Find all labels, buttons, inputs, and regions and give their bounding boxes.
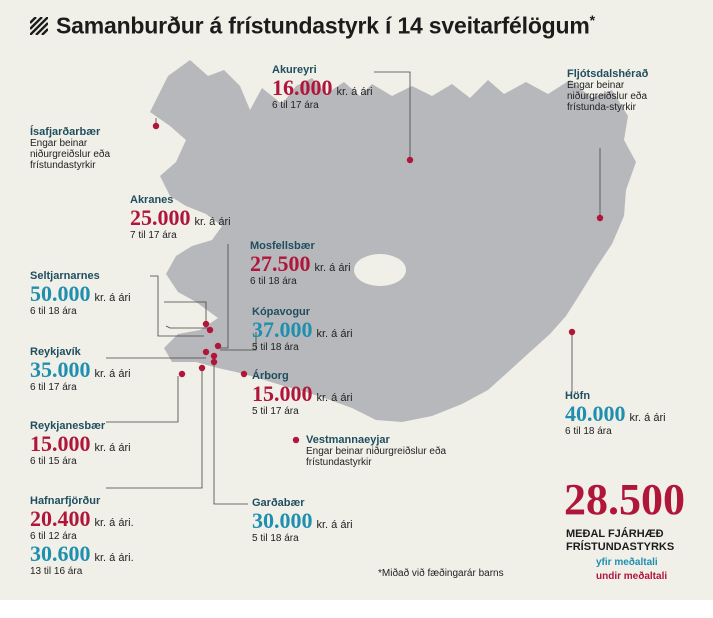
amount-value-2: 30.600 [30,541,91,567]
age-range: 5 til 18 ára [252,342,299,354]
amount-value: 25.000 [130,205,191,231]
municipality-name: Ísafjarðarbær [30,126,101,138]
amount-unit: kr. á ári [316,392,353,405]
amount-unit: kr. á ári [194,216,231,229]
municipality-name: Mosfellsbær [250,240,315,252]
amount-unit: kr. á ári [629,412,666,425]
amount-unit: kr. á ári. [94,517,134,530]
municipality-name: Garðabær [252,497,305,509]
label-mosfellsbaer [250,240,351,287]
amount-value: 50.000 [30,281,91,307]
title-asterisk: * [589,12,595,28]
municipality-name: Akureyri [272,64,317,76]
dot-kopavogur [211,353,217,359]
municipality-name: Kópavogur [252,306,311,318]
age-range: 6 til 15 ára [30,456,77,468]
legend-below-average: undir meðaltali [596,571,668,582]
dot-hofn [569,329,575,335]
amount-unit: kr. á ári [316,328,353,341]
age-range: 6 til 18 ára [30,306,77,318]
amount-unit: kr. á ári [314,262,351,275]
legend-above-average: yfir meðaltali [596,557,658,568]
municipality-name: Seltjarnarnes [30,270,100,282]
amount-unit-2: kr. á ári. [94,552,134,565]
label-vestmannaeyjar [306,434,476,468]
dot-akureyri [407,157,413,163]
amount-unit: kr. á ári [336,86,373,99]
age-range: 5 til 17 ára [252,406,299,418]
dot-arborg [241,371,247,377]
amount-value: 30.000 [252,508,313,534]
label-gardabaer [252,497,353,544]
dot-fljotsdalsherad [597,215,603,221]
age-range: 6 til 17 ára [272,100,319,112]
municipality-name: Fljótsdalshérað [567,68,649,80]
average-value: 28.500 [564,475,685,524]
amount-value: 15.000 [252,381,313,407]
amount-unit: kr. á ári [94,368,131,381]
average-label [566,528,674,553]
dot-hafnarfjordur [199,365,205,371]
amount-value: 16.000 [272,75,333,101]
label-akranes [130,194,231,241]
age-range: 6 til 18 ára [565,426,612,438]
age-range: 7 til 17 ára [130,230,177,242]
amount-value: 37.000 [252,317,313,343]
no-subsidy-note: Engar beinar niðurgreiðslur eða frístundastyrkir [30,138,111,172]
age-range: 6 til 12 ára [30,531,77,543]
municipality-name: Akranes [130,194,174,206]
label-hafnarfjordur [30,495,134,577]
dot-gardabaer [211,359,217,365]
label-reykjanesbaer [30,420,131,467]
amount-value: 40.000 [565,401,626,427]
amount-unit: kr. á ári [94,442,131,455]
dot-vestmannaeyjar [293,437,299,443]
average-label-line2: FRÍSTUNDASTYRKS [566,540,675,553]
label-reykjavik [30,346,131,393]
average-label-line1: MEÐAL FJÁRHÆÐ [566,528,664,540]
no-subsidy-note: Engar beinar niðurgreiðslur eða frístundastyrkir [306,446,447,469]
municipality-name: Höfn [565,390,591,402]
municipality-name: Reykjavík [30,346,81,358]
amount-value: 15.000 [30,431,91,457]
label-isafjardarbaer [30,126,148,171]
dot-akranes [203,321,209,327]
amount-value: 27.500 [250,251,311,277]
dot-mosfellsbaer [215,343,221,349]
municipality-name: Árborg [252,370,289,382]
amount-value: 35.000 [30,357,91,383]
dot-reykjanesbaer [179,371,185,377]
label-kopavogur [252,306,353,353]
age-range: 6 til 18 ára [250,276,297,288]
bottom-band [0,600,713,618]
label-fljotsdalsherad [567,68,677,113]
age-range-2: 13 til 16 ára [30,566,83,578]
amount-unit: kr. á ári [94,292,131,305]
age-range: 6 til 17 ára [30,382,77,394]
title-text: Samanburður á frístundastyrk í 14 sveitarfélögum [56,12,590,39]
municipality-name: Reykjanesbær [30,420,106,432]
lake-hole [354,254,406,286]
label-seltjarnarnes [30,270,131,317]
label-akureyri [272,64,373,111]
dot-isafjardarbaer [153,123,159,129]
amount-value: 20.400 [30,506,91,532]
dot-reykjavik [203,349,209,355]
age-range: 5 til 18 ára [252,533,299,545]
municipality-name: Hafnarfjörður [30,495,101,507]
amount-unit: kr. á ári [316,519,353,532]
label-arborg [252,370,353,417]
dot-seltjarnarnes [207,327,213,333]
municipality-name: Vestmannaeyjar [306,434,390,446]
label-hofn [565,390,666,437]
footnote: *Miðað við fæðingarár barns [378,568,504,579]
no-subsidy-note: Engar beinar niðurgreiðslur eða frístunda-styrkir [567,80,648,114]
